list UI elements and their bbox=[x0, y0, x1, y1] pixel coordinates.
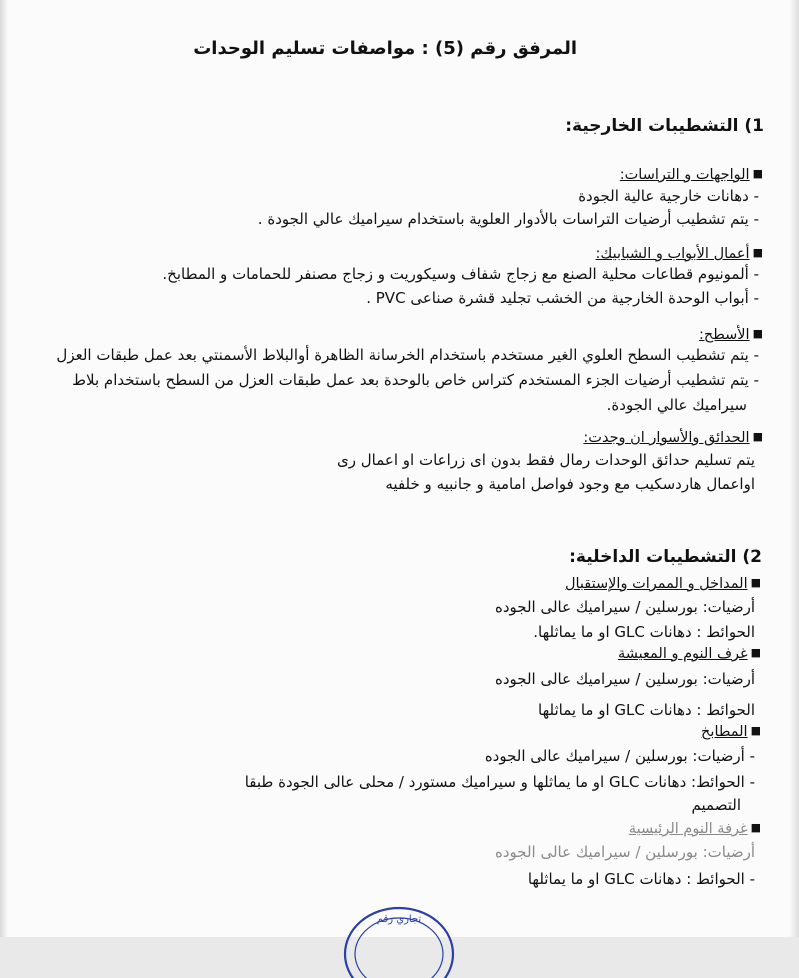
list-item: أرضيات: بورسلين / سيراميك عالى الجوده bbox=[494, 670, 755, 688]
list-item: أرضيات: بورسلين / سيراميك عالى الجوده bbox=[494, 598, 755, 616]
stamp-text: تجاري رقم bbox=[376, 914, 422, 925]
list-item: سيراميك عالي الجودة. bbox=[606, 396, 747, 414]
list-item: - الحوائط : دهانات GLC او ما يماثلها bbox=[527, 870, 755, 888]
bullet-icon: ■ bbox=[752, 327, 763, 340]
group-title-entrances: ■المداخل و الممرات والإستقبال bbox=[564, 576, 761, 592]
list-item: اواعمال هاردسكيب مع وجود فواصل امامية و جانبيه و خلفيه bbox=[385, 475, 755, 493]
group-title-gardens: ■الحدائق والأسوار ان وجدت: bbox=[583, 430, 763, 446]
bullet-icon: ■ bbox=[752, 167, 763, 180]
list-item: أرضيات: بورسلين / سيراميك عالى الجوده bbox=[494, 843, 755, 861]
bullet-icon: ■ bbox=[750, 724, 761, 737]
group-title-bedrooms-living: ■غرف النوم و المعيشة bbox=[617, 646, 761, 662]
list-item: - أرضيات: بورسلين / سيراميك عالى الجوده bbox=[484, 747, 755, 765]
list-item: - يتم تشطيب السطح العلوي الغير مستخدم باستخدام الخرسانة الظاهرة أوالبلاط الأسمنتي بعد عمل طبقات العزل bbox=[56, 346, 759, 364]
page-edge-shadow-right bbox=[789, 0, 799, 937]
document-title: المرفق رقم (5) : مواصفات تسليم الوحدات bbox=[193, 38, 577, 59]
stamp-seal-icon bbox=[340, 898, 458, 978]
bullet-icon: ■ bbox=[752, 430, 763, 443]
list-item: - دهانات خارجية عالية الجودة bbox=[578, 187, 759, 205]
list-item: يتم تسليم حدائق الوحدات رمال فقط بدون اى زراعات او اعمال رى bbox=[337, 451, 755, 469]
group-title-kitchens: ■المطابخ bbox=[701, 724, 761, 740]
page-edge-shadow-left bbox=[0, 0, 8, 937]
group-title-roofs: ■الأسطح: bbox=[699, 327, 763, 343]
bullet-icon: ■ bbox=[750, 821, 761, 834]
section-heading-external: 1) التشطيبات الخارجية: bbox=[565, 116, 764, 136]
list-item: - يتم تشطيب أرضيات التراسات بالأدوار العلوية باستخدام سيراميك عالي الجودة . bbox=[257, 210, 759, 228]
list-item: الحوائط : دهانات GLC او ما يماثلها bbox=[538, 701, 755, 719]
list-item: التصميم bbox=[691, 796, 741, 814]
group-title-doors-windows: ■أعمال الأبواب و الشبابيك: bbox=[595, 246, 763, 262]
list-item: - يتم تشطيب أرضيات الجزء المستخدم كتراس خاص بالوحدة بعد عمل طبقات العزل من السطح باستخدام بلاط bbox=[72, 371, 759, 389]
bullet-icon: ■ bbox=[750, 646, 761, 659]
bullet-icon: ■ bbox=[750, 576, 761, 589]
list-item: - ألمونيوم قطاعات محلية الصنع مع زجاج شفاف وسيكوريت و زجاج مصنفر للحمامات و المطابخ. bbox=[162, 265, 759, 283]
list-item: الحوائط : دهانات GLC او ما يماثلها. bbox=[533, 623, 755, 641]
section-heading-internal: 2) التشطيبات الداخلية: bbox=[569, 547, 762, 567]
group-title-facades: ■الواجهات و التراسات: bbox=[619, 167, 763, 183]
bullet-icon: ■ bbox=[752, 246, 763, 259]
list-item: - أبواب الوحدة الخارجية من الخشب تجليد قشرة صناعى PVC . bbox=[366, 289, 759, 307]
list-item: - الحوائط: دهانات GLC او ما يماثلها و سيراميك مستورد / محلى عالى الجودة طبقا bbox=[244, 773, 755, 791]
group-title-master-bedroom: ■غرفة النوم الرئيسية bbox=[628, 821, 761, 837]
